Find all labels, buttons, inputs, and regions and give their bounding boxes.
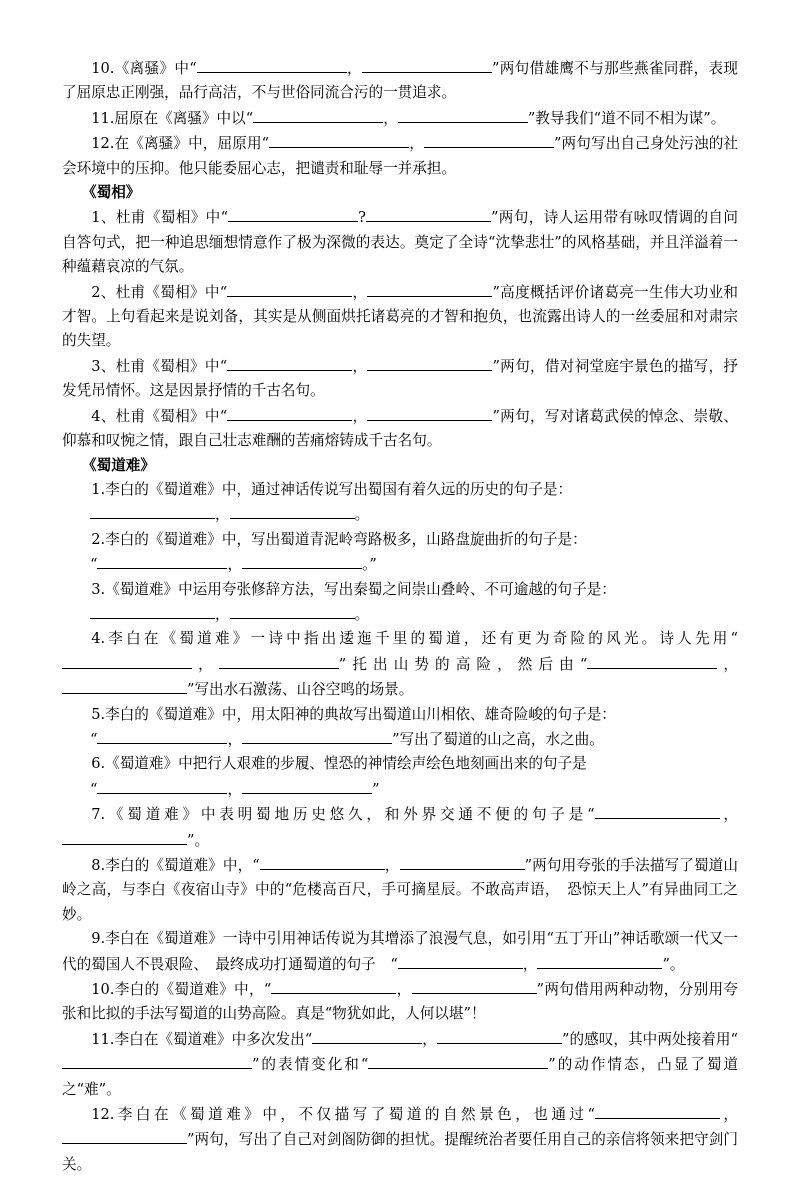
question-sdn-5-blanks: “ ， ”写出了蜀道的山之高，水之曲。	[62, 727, 738, 752]
question-shuxiang-2: 2、杜甫《蜀相》中“ ， ”高度概括评价诸葛亮一生伟大功业和才智。上句看起来是说刘备，其实是从侧面烘托诸葛亮的才智和抱负，也流露出诗人的一丝委屈和对肃宗的失望。	[62, 280, 738, 354]
answer-blank[interactable]	[367, 280, 492, 297]
question-sdn-5: 5.李白的《蜀道难》中，用太阳神的典故写出蜀道山川相依、雄奇险峻的句子是：	[91, 705, 616, 723]
answer-blank[interactable]	[398, 952, 523, 969]
answer-blank[interactable]	[230, 502, 355, 519]
question-sdn-6-blanks: “ ， ”	[62, 777, 738, 802]
answer-blank[interactable]	[595, 1102, 720, 1119]
answer-blank[interactable]	[362, 56, 492, 73]
question-sdn-7: 7.《蜀道难》中表明蜀地历史悠久，和外界交通不便的句子是“ ，”。	[62, 802, 738, 853]
section-heading-shu-xiang: 《蜀相》	[82, 184, 141, 202]
question-sdn-8: 8.李白的《蜀道难》中，“ ， ”两句用夸张的手法描写了蜀道山岭之高，与李白《夜宿山寺》中的“危楼高百尺，手可摘星辰。不敢高声语， 恐惊天上人”有异曲同工之妙。	[62, 853, 738, 927]
question-liao-11: 11.屈原在《离骚》中以“ ， ”教导我们“道不同不相为谋”。	[62, 106, 738, 131]
answer-blank[interactable]	[253, 106, 383, 123]
question-sdn-3-blanks: ， 。	[62, 602, 738, 627]
answer-blank[interactable]	[437, 1027, 562, 1044]
answer-blank[interactable]	[242, 777, 372, 794]
answer-blank[interactable]	[366, 205, 491, 222]
answer-blank[interactable]	[587, 652, 717, 669]
answer-blank[interactable]	[269, 131, 409, 148]
answer-blank[interactable]	[367, 354, 492, 371]
answer-blank[interactable]	[62, 677, 187, 694]
answer-blank[interactable]	[97, 727, 227, 744]
question-sdn-10: 10.李白的《蜀道难》中，“ ， ”两句借用两种动物，分别用夸张和比拟的手法写蜀道的山势高险。真是“物犹如此，人何以堪”！	[62, 977, 738, 1027]
question-liao-10: 10.《离骚》中“ ， ”两句借雄鹰不与那些燕雀同群，表现了屈原忠正刚强，品行高洁，不与世俗同流合污的一贯追求。	[62, 56, 738, 106]
question-sdn-11: 11.李白在《蜀道难》中多次发出“ ， ”的感叹，其中两处接着用“”的表情变化和“ ”的动作情态，凸显了蜀道之“难”。	[62, 1027, 738, 1102]
question-shuxiang-1: 1、杜甫《蜀相》中“ ? ”两句，诗人运用带有咏叹情调的自问自答句式，把一种追思缅想情意作了极为深微的表达。奠定了全诗“沈挚悲壮”的风格基础，并且洋溢着一种蕴藉哀凉的气氛。	[62, 205, 738, 279]
answer-blank[interactable]	[62, 1127, 187, 1144]
question-sdn-1: 1.李白的《蜀道难》中，通过神话传说写出蜀国有着久远的历史的句子是：	[91, 480, 573, 498]
answer-blank[interactable]	[242, 727, 392, 744]
answer-blank[interactable]	[424, 131, 554, 148]
answer-blank[interactable]	[230, 602, 355, 619]
answer-blank[interactable]	[227, 404, 352, 421]
answer-blank[interactable]	[260, 853, 385, 870]
answer-blank[interactable]	[227, 280, 352, 297]
answer-blank[interactable]	[62, 1052, 252, 1069]
answer-blank[interactable]	[227, 354, 352, 371]
answer-blank[interactable]	[62, 828, 187, 845]
question-shuxiang-4: 4、杜甫《蜀相》中“ ， ”两句，写对诸葛武侯的悼念、崇敬、仰慕和叹惋之情，跟自己壮志难酬的苦痛熔铸成千古名句。	[62, 404, 738, 454]
answer-blank[interactable]	[312, 1027, 422, 1044]
question-liao-12: 12.在《离骚》中，屈原用“ ， ”两句写出自己身处污浊的社会环境中的压抑。他只能委屈心志，把谴责和耻辱一并承担。	[62, 131, 738, 181]
question-sdn-4: 4.李白在《蜀道难》一诗中指出逶迤千里的蜀道，还有更为奇险的风光。诗人先用“， ”托出山势的高险，然后由“ ，”写出水石激荡、山谷空鸣的场景。	[62, 627, 738, 702]
answer-blank[interactable]	[412, 977, 537, 994]
answer-blank[interactable]	[90, 602, 215, 619]
question-sdn-1-blanks: ， 。	[62, 502, 738, 527]
answer-blank[interactable]	[595, 802, 720, 819]
question-sdn-2: 2.李白的《蜀道难》中，写出蜀道青泥岭弯路极多，山路盘旋曲折的句子是：	[91, 530, 587, 548]
answer-blank[interactable]	[537, 952, 662, 969]
answer-blank[interactable]	[242, 552, 362, 569]
question-sdn-9: 9.李白在《蜀道难》一诗中引用神话传说为其增添了浪漫气息，如引用“五丁开山”神话歌颂一代又一代的蜀国人不畏艰险、 最终成功打通蜀道的句子 “ ， ”。	[62, 930, 738, 973]
question-sdn-6: 6.《蜀道难》中把行人艰难的步履、惶恐的神情绘声绘色地刻画出来的句子是	[91, 755, 587, 773]
answer-blank[interactable]	[400, 853, 525, 870]
answer-blank[interactable]	[368, 1052, 548, 1069]
answer-blank[interactable]	[62, 652, 192, 669]
section-heading-shu-dao-nan: 《蜀道难》	[82, 456, 155, 474]
question-sdn-3: 3.《蜀道难》中运用夸张修辞方法，写出秦蜀之间崇山叠岭、不可逾越的句子是：	[91, 580, 616, 598]
question-sdn-12: 12.李白在《蜀道难》中，不仅描写了蜀道的自然景色，也通过“ ，”两句，写出了自己对剑阁防御的担忧。提醒统治者要任用自己的亲信将领来把守剑门关。	[62, 1102, 738, 1177]
answer-blank[interactable]	[271, 977, 396, 994]
answer-blank[interactable]	[367, 404, 492, 421]
answer-blank[interactable]	[219, 652, 339, 669]
answer-blank[interactable]	[228, 205, 358, 222]
answer-blank[interactable]	[97, 552, 227, 569]
answer-blank[interactable]	[197, 56, 347, 73]
question-sdn-2-blanks: “ ， 。”	[62, 552, 738, 577]
question-shuxiang-3: 3、杜甫《蜀相》中“ ， ”两句，借对祠堂庭宇景色的描写，抒发凭吊情怀。这是因景抒情的千古名句。	[62, 354, 738, 404]
answer-blank[interactable]	[97, 777, 227, 794]
answer-blank[interactable]	[398, 106, 528, 123]
worksheet-page	[62, 56, 738, 1177]
answer-blank[interactable]	[90, 502, 215, 519]
